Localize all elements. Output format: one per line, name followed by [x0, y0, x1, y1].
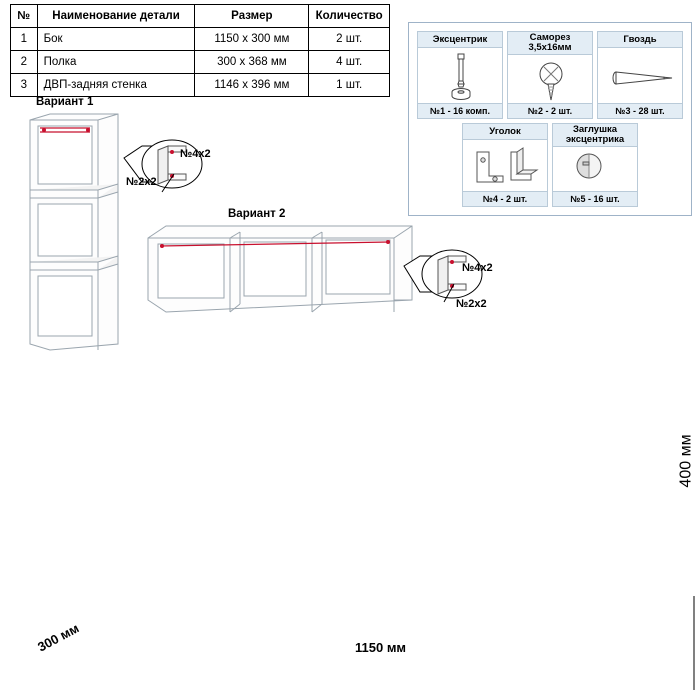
cell-size: 300 х 368 мм — [195, 51, 309, 74]
hardware-title-line1: Саморез — [529, 32, 571, 43]
hardware-title — [508, 32, 592, 55]
table-header-row — [11, 5, 390, 28]
hardware-title-line2: эксцентрика — [565, 134, 625, 145]
hardware-title — [553, 124, 637, 147]
cell-num: 2 — [11, 51, 38, 74]
variant-1-callout — [122, 128, 232, 218]
hardware-title: Уголок — [463, 124, 547, 140]
cell-qty: 4 шт. — [309, 51, 390, 74]
hardware-item-nail — [597, 31, 683, 119]
hardware-item-screw — [507, 31, 593, 119]
variant-2-caption: Вариант 2 — [228, 208, 286, 220]
hardware-title: Эксцентрик — [418, 32, 502, 48]
variant-1-caption: Вариант 1 — [36, 96, 94, 108]
cell-name: ДВП-задняя стенка — [37, 74, 195, 97]
parts-table — [10, 4, 390, 97]
hardware-label: №1 - 16 комп. — [418, 103, 502, 118]
cell-name: Бок — [37, 28, 195, 51]
hardware-label: №3 - 28 шт. — [598, 103, 682, 118]
dimension-depth — [35, 620, 82, 655]
hardware-item-cam-cap — [552, 123, 638, 207]
dimension-depth-label: 300 мм — [35, 620, 82, 655]
hardware-legend-panel — [408, 22, 692, 216]
hardware-title-line1: Заглушка — [572, 124, 618, 135]
hardware-title-line2: 3,5х16мм — [528, 42, 572, 53]
hardware-title: Гвоздь — [598, 32, 682, 48]
table-row — [11, 28, 390, 51]
variant-2-callout — [402, 240, 512, 330]
cam-lock-icon — [418, 52, 502, 100]
shelf-3d-view — [0, 350, 700, 690]
hardware-item-cam-lock — [417, 31, 503, 119]
dimension-height — [660, 434, 695, 488]
variant-2-diagram — [140, 222, 430, 332]
variant-2-callout-top-label: №4х2 — [462, 262, 493, 274]
table-row — [11, 74, 390, 97]
table-row — [11, 51, 390, 74]
cell-name: Полка — [37, 51, 195, 74]
cell-size: 1146 х 396 мм — [195, 74, 309, 97]
hardware-label: №5 - 16 шт. — [553, 191, 637, 206]
nail-icon — [598, 52, 682, 100]
variant-1-callout-top-label: №4х2 — [180, 148, 211, 160]
cell-num: 3 — [11, 74, 38, 97]
variant-2-callout-bottom-label: №2х2 — [456, 298, 487, 310]
table-header-size: Размер — [195, 5, 309, 28]
hardware-label: №4 - 2 шт. — [463, 191, 547, 206]
dimension-height-label: 400 мм — [677, 434, 695, 488]
hardware-label: №2 - 2 шт. — [508, 103, 592, 118]
table-header-qty: Количество — [309, 5, 390, 28]
variant-1-callout-bottom-label: №2х2 — [126, 176, 157, 188]
cell-size: 1150 х 300 мм — [195, 28, 309, 51]
screw-icon — [508, 56, 592, 100]
cell-num: 1 — [11, 28, 38, 51]
cell-qty: 2 шт. — [309, 28, 390, 51]
cam-cap-icon — [553, 148, 637, 188]
table-header-num: № — [11, 5, 38, 28]
dimension-width: 1150 мм — [355, 640, 407, 655]
corner-bracket-icon — [463, 144, 547, 188]
cell-qty: 1 шт. — [309, 74, 390, 97]
hardware-item-corner-bracket — [462, 123, 548, 207]
table-header-name: Наименование детали — [37, 5, 195, 28]
